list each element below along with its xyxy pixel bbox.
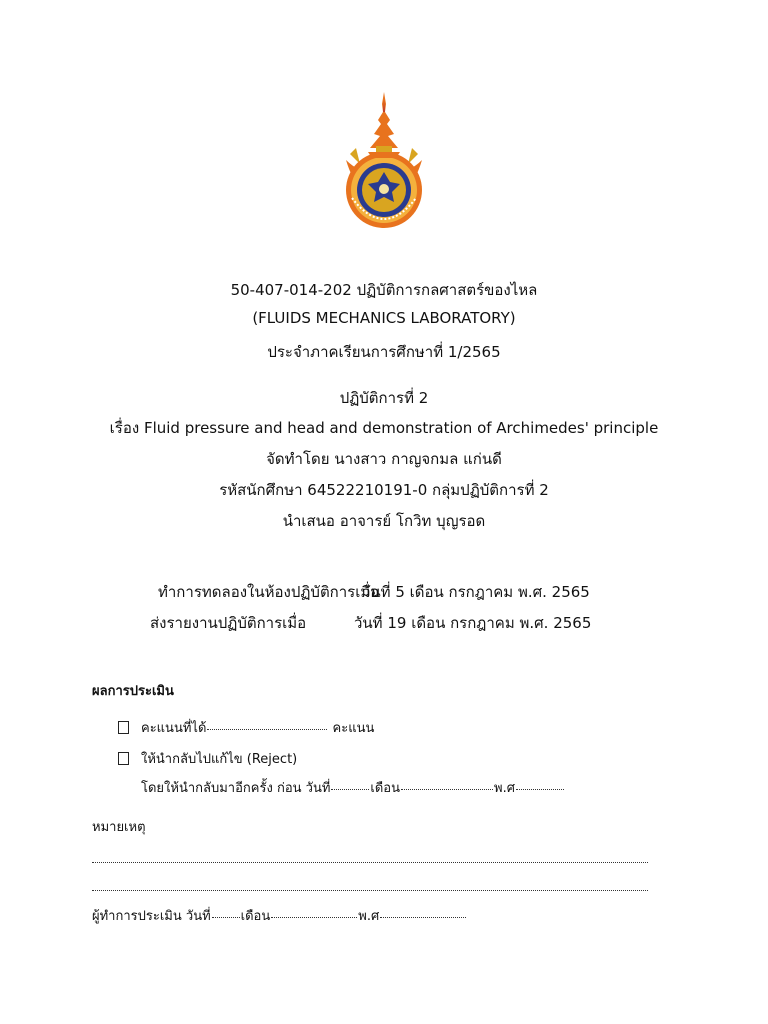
evaluator-day-blank[interactable]: [212, 917, 240, 918]
experiment-date: วันที่ 5 เดือน กรกฎาคม พ.ศ. 2565: [362, 583, 590, 601]
student-id-line: รหัสนักศึกษา 64522210191-0 กลุ่มปฏิบัติการที่ 2: [219, 481, 549, 499]
evaluator-month-label: เดือน: [240, 909, 271, 924]
remarks-label: หมายเหตุ: [92, 820, 146, 835]
submit-date-label: ส่งรายงานปฏิบัติการเมื่อ: [150, 614, 307, 632]
score-row: [118, 717, 374, 738]
reject-row: [118, 748, 297, 769]
return-prefix: โดยให้นำกลับมาอีกครั้ง ก่อน วันที่: [141, 781, 331, 796]
experiment-date-label: ทำการทดลองในห้องปฏิบัติการเมื่อ: [158, 583, 380, 601]
submit-date: วันที่ 19 เดือน กรกฎาคม พ.ศ. 2565: [354, 614, 592, 632]
course-title: 50-407-014-202 ปฏิบัติการกลศาสตร์ของไหล: [230, 281, 538, 299]
return-year-blank[interactable]: [516, 789, 564, 790]
evaluator-year-label: พ.ศ: [358, 909, 380, 924]
evaluator-month-blank[interactable]: [271, 917, 357, 918]
evaluation-heading: ผลการประเมิน: [92, 684, 174, 699]
return-month-label: เดือน: [370, 781, 400, 796]
reject-checkbox[interactable]: [118, 752, 129, 765]
advisor-line: นำเสนอ อาจารย์ โกวิท บุญรอด: [282, 512, 486, 530]
score-label: คะแนนที่ได้: [141, 721, 207, 736]
lab-number: ปฏิบัติการที่ 2: [339, 389, 429, 407]
course-title-english: (FLUIDS MECHANICS LABORATORY): [252, 309, 516, 327]
return-day-blank[interactable]: [331, 789, 369, 790]
evaluator-label: ผู้ทำการประเมิน วันที่: [92, 909, 211, 924]
remarks-line-1[interactable]: [92, 862, 648, 863]
return-month-blank[interactable]: [401, 789, 493, 790]
semester-line: ประจำภาคเรียนการศึกษาที่ 1/2565: [267, 343, 501, 361]
reject-label: ให้นำกลับไปแก้ไข (Reject): [141, 752, 298, 767]
return-year-label: พ.ศ: [494, 781, 515, 796]
remarks-line-2[interactable]: [92, 890, 648, 891]
author-line: จัดทำโดย นางสาว กาญจกมล แก่นดี: [266, 450, 502, 468]
evaluator-row: [92, 905, 467, 926]
return-date-row: [141, 777, 565, 798]
university-seal-logo: [338, 90, 430, 236]
evaluator-year-blank[interactable]: [380, 917, 466, 918]
score-checkbox[interactable]: [118, 721, 129, 734]
score-blank[interactable]: [207, 729, 327, 730]
score-unit: คะแนน: [332, 721, 375, 736]
lab-title: เรื่อง Fluid pressure and head and demonstration of Archimedes' principle: [109, 419, 659, 437]
